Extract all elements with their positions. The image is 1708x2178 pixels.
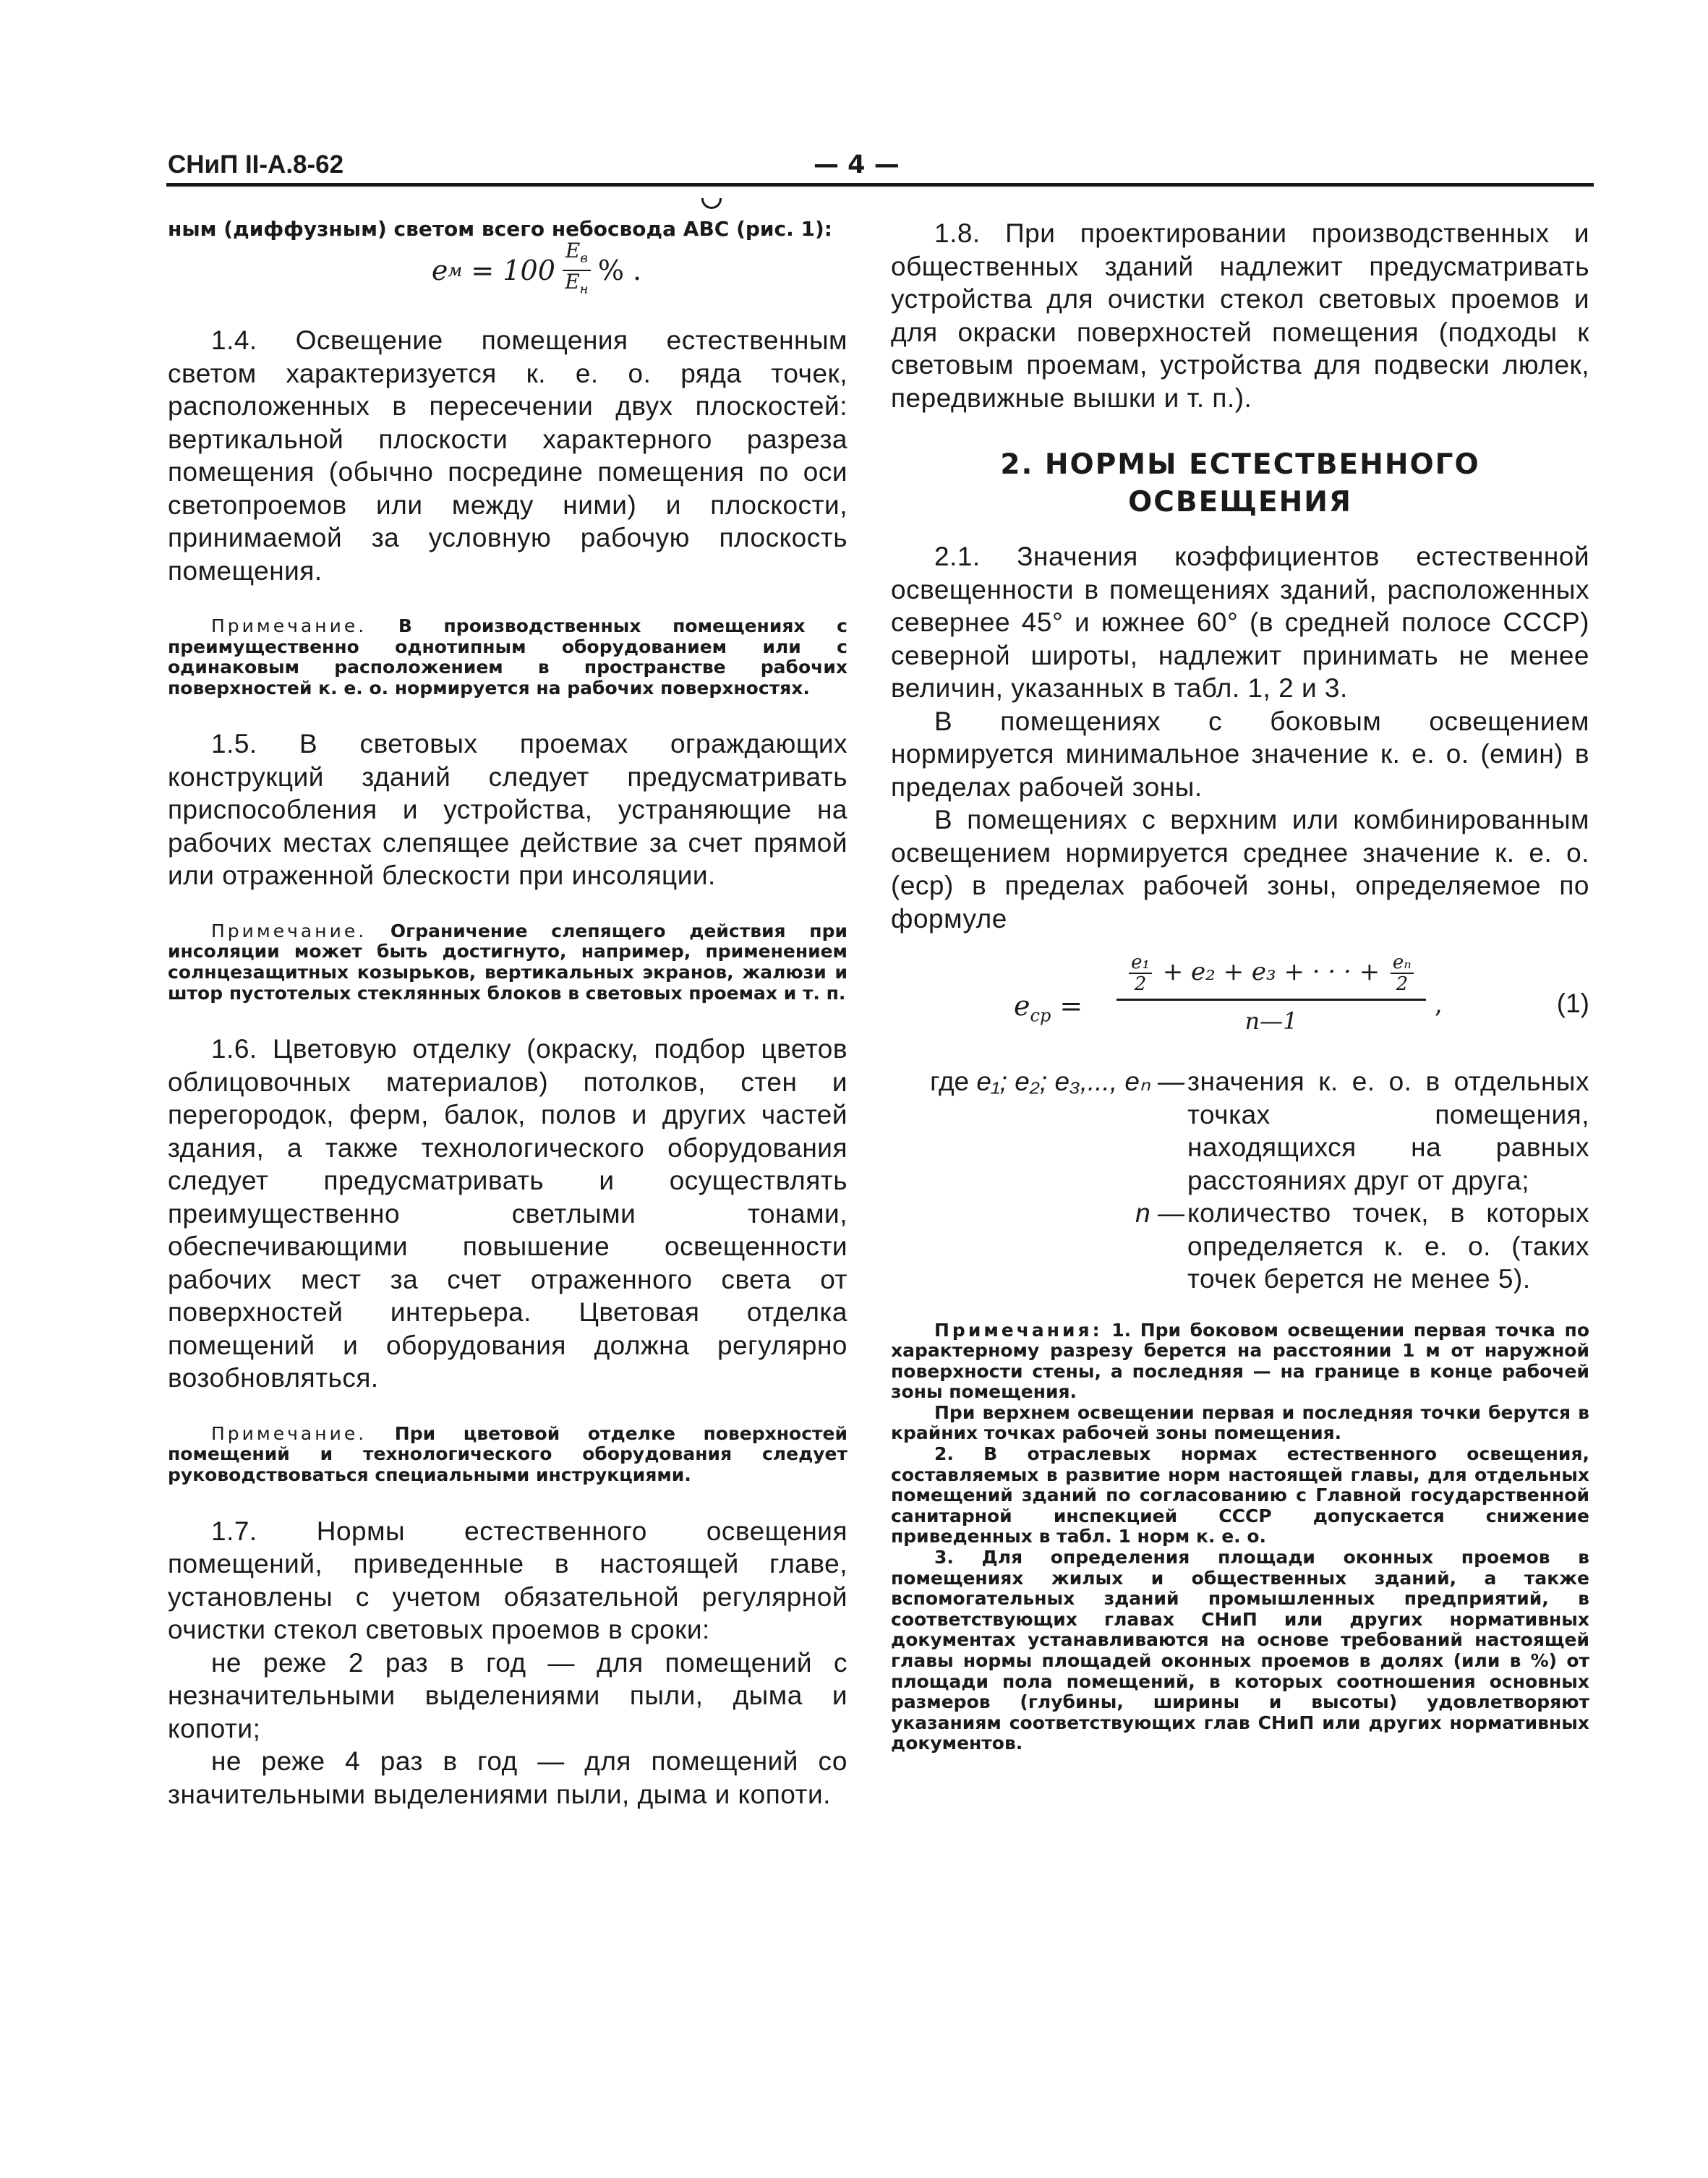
formula-em-suffix: % .	[597, 255, 642, 286]
formula-ecp-bar	[1116, 999, 1426, 1001]
paragraph-1-7-item-2: не реже 4 раз в год — для помещений со значительными выделениями пыли, дыма и копоти.	[168, 1746, 847, 1809]
paragraph-1-7: 1.7. Нормы естественного освещения помещений, приведенные в настоящей главе, установлены с учетом обязательной регулярной очистки стекол световых проемов в сроки:	[168, 1516, 847, 1645]
formula-em-num: E	[565, 239, 581, 263]
paragraph-1-5: 1.5. В световых проемах ограждающих конструкций зданий следует предусматривать приспособления и устройства, устраняющие на рабочих местах слепящее действие за счет прямой или отраженной блескости при инсоляции.	[168, 729, 847, 891]
page-number: — 4 —	[814, 150, 900, 179]
paragraph-1-7-item-1: не реже 2 раз в год — для помещений с незначительными выделениями пыли, дыма и копоти;	[168, 1647, 847, 1743]
notes-3: 3. Для определения площади оконных проемов в помещениях жилых и общественных зданий, а также вспомогательных зданий промышленных предприятий, в соответствующих главах СНиП или других нормативных документах устанавливаются на основе требований настоящей главы нормы площадей оконных проемов в долях (или в %) от площади пола помещений, в которых соотношения основных размеров (глубины, ширины и высоты) удовлетворяют указаниям соответствующих глав СНиП или других нормативных документов.	[891, 1547, 1589, 1754]
note-label: Примечание.	[211, 1422, 367, 1444]
definition-n: количество точек, в которых определяется к. е. о. (таких точек берется не менее 5).	[1187, 1198, 1589, 1294]
document-code: СНиП II-А.8-62	[168, 150, 344, 179]
definition-term-e: где e₁; e₂; e₃,..., eₙ —	[930, 1067, 1184, 1096]
paragraph-1-8: 1.8. При проектировании производственных и общественных зданий надлежит предусматривать устройства для очистки стекол световых проемов и для окраски поверхностей помещения (подходы к световым проемам, устройства для подвески люлек, передвижные вышки и т. п.).	[891, 218, 1589, 413]
right-column	[891, 217, 1589, 1754]
formula-em-lhs: e	[431, 255, 448, 286]
note-1-6-text: При цветовой отделке поверхностей помещений и технологического оборудования следует руководствоваться специальными инструкциями.	[168, 1422, 847, 1485]
note-label: Примечание.	[211, 615, 367, 636]
formula-ecp-numerator: $\frac{\text{e₁}}{2}$ + e₂ + e₃ + · · · + $\frac{\text{eₙ}}{2}$	[1116, 952, 1426, 994]
intro-line: ным (диффузным) светом всего небосвода ABC (рис. 1):	[168, 217, 832, 241]
formula-ecp	[891, 952, 1589, 1061]
note-label: Примечание.	[211, 920, 367, 941]
notes-label: Примечания:	[934, 1319, 1103, 1341]
section-heading-line-1: 2. НОРМЫ ЕСТЕСТВЕННОГО	[1000, 448, 1480, 481]
left-column	[168, 217, 847, 1811]
note-1-4	[168, 616, 847, 699]
notes-2: 2. В отраслевых нормах естественного освещения, составляемых в развитие норм настоящей главы, для отдельных помещений зданий по согласованию с Главной государственной санитарной инспекцией СССР допускается снижение приведенных в табл. 1 норм к. е. о.	[891, 1443, 1589, 1547]
formula-em-den-sub: н	[579, 281, 589, 297]
paragraph-2-1-side: В помещениях с боковым освещением нормируется минимальное значение к. е. о. (eмин) в пределах рабочей зоны.	[891, 706, 1589, 802]
paragraph-2-1-top: В помещениях с верхним или комбинированным освещением нормируется среднее значение к. е. о. (eср) в пределах рабочей зоны, определяемое по формуле	[891, 805, 1589, 934]
formula-em	[226, 239, 847, 299]
formula-ecp-comma: ,	[1435, 990, 1443, 1019]
definition-list	[891, 1065, 1589, 1296]
paragraph-2-1: 2.1. Значения коэффициентов естественной освещенности в помещениях зданий, расположенных севернее 45° и южнее 60° (в средней полосе СССР) северной широты, надлежит принимать не менее величин, указанных в табл. 1, 2 и 3.	[891, 542, 1589, 703]
note-1-6	[168, 1424, 847, 1486]
formula-ecp-denominator: n—1	[1244, 1007, 1298, 1035]
definition-term-n: n —	[1135, 1198, 1184, 1228]
formula-em-den: E	[565, 270, 580, 294]
note-1-5	[168, 921, 847, 1004]
note-1-5-text: Ограничение слепящего действия при инсоляции может быть достигнуто, например, применением солнцезащитных козырьков, вертикальных экранов, жалюзи и штор пустотелых стеклянных блоков в световых проемах и т. п.	[168, 920, 847, 1004]
notes-1-text: 1. При боковом освещении первая точка по характерному разрезу берется на расстоянии 1 м от наружной поверхности стены, а последняя — на границе в конце рабочей зоны помещения.	[891, 1319, 1589, 1403]
formula-em-num-sub: в	[580, 251, 588, 266]
note-1-4-text: В производственных помещениях с преимущественно однотипным оборудованием или с одинаковым расположением в пространстве рабочих поверхностей к. е. о. нормируется на рабочих поверхностях.	[168, 615, 847, 699]
header-rule	[166, 183, 1594, 187]
notes-1b: При верхнем освещении первая и последняя точки берутся в крайних точках рабочей зоны помещения.	[891, 1401, 1589, 1444]
formula-em-lhs-sub: м	[448, 260, 463, 281]
definition-e: значения к. е. о. в отдельных точках помещения, находящихся на равных расстояниях друг от друга;	[1187, 1067, 1589, 1195]
formula-ecp-lhs: $e_{ср}$ =	[1014, 990, 1083, 1026]
section-heading-line-2: ОСВЕЩЕНИЯ	[1128, 486, 1352, 518]
notes-1	[891, 1320, 1589, 1403]
formula-em-fraction	[563, 240, 591, 300]
formula-ecp-tag: (1)	[1556, 988, 1589, 1018]
section-heading	[891, 446, 1589, 521]
formula-em-eq: = 100	[471, 255, 555, 286]
paragraph-1-4: 1.4. Освещение помещения естественным светом характеризуется к. е. о. ряда точек, расположенных в пересечении двух плоскостей: вертикальной плоскости характерного разреза помещения (обычно посредине помещения по оси светопроемов или между ними) и плоскости, принимаемой за условную рабочую плоскость помещения.	[168, 325, 847, 586]
arc-mark	[701, 198, 722, 209]
paragraph-1-6: 1.6. Цветовую отделку (окраску, подбор цветов облицовочных материалов) потолков, стен и перегородок, ферм, балок, полов и других частей здания, а также технологического оборудования следует предусматривать и осуществлять преимущественно светлыми тонами, обеспечивающими повышение освещенности рабочих мест за счет отраженного света от поверхностей интерьера. Цветовая отделка помещений и оборудования должна регулярно возобновляться.	[168, 1034, 847, 1393]
